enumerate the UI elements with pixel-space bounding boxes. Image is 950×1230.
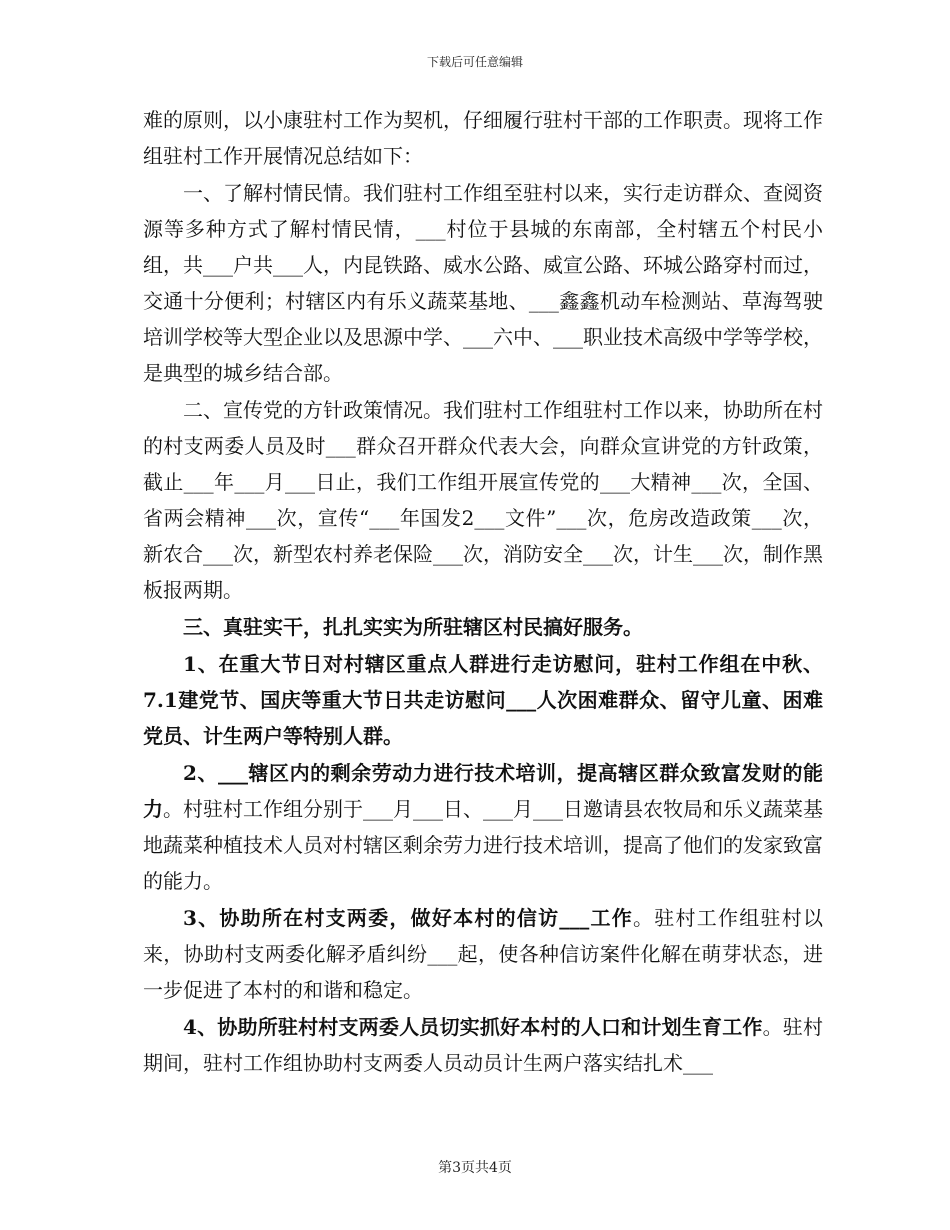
page-header: 下载后可任意编辑: [426, 55, 523, 69]
document-body: [143, 102, 823, 1082]
paragraph-item-3: [143, 900, 823, 1008]
item-2-heading: 2、___辖区内的剩余劳动力进行技术培训，提高辖区群众致富发财的能力: [143, 761, 823, 821]
item-2-body: 。村驻村工作组分别于___月___日、___月___日邀请县农牧局和乐义蔬菜基地蔬菜种植技术人员对村辖区剩余劳力进行技术培训，提高了他们的发家致富的能力。: [143, 797, 823, 893]
paragraph-section-1: 一、了解村情民情。我们驻村工作组至驻村以来，实行走访群众、查阅资源等多种方式了解村情民情，___村位于县城的东南部，全村辖五个村民小组，共___户共___人，内昆铁路、威水公路、威宣公路、环城公路穿村而过，交通十分便利；村辖区内有乐义蔬菜基地、___鑫鑫机动车检测站、草海驾驶培训学校等大型企业以及思源中学、___六中、___职业技术高级中学等学校，是典型的城乡结合部。: [143, 181, 823, 385]
item-4-body: 。驻村期间，驻村工作组协助村支两委人员动员计生两户落实结扎术___: [143, 1015, 824, 1075]
page-footer: 第3页共4页: [438, 1160, 512, 1176]
paragraph-item-2: [143, 755, 823, 899]
paragraph-item-4: [143, 1009, 823, 1081]
paragraph-intro: 难的原则，以小康驻村工作为契机，仔细履行驻村干部的工作职责。现将工作组驻村工作开展情况总结如下：: [143, 108, 823, 168]
section-heading-3: 三、真驻实干，扎扎实实为所驻辖区村民搞好服务。: [183, 615, 643, 639]
item-3-heading: 3、协助所在村支两委，做好本村的信访___工作: [183, 906, 634, 930]
paragraph-section-2: 二、宣传党的方针政策情况。我们驻村工作组驻村工作以来，协助所在村的村支两委人员及时___群众召开群众代表大会，向群众宣讲党的方针政策，截止___年___月___日止，我们工作组开展宣传党的___大精神___次，全国、省两会精神___次，宣传“___年国发2___文件”___次，危房改造政策___次，新农合___次，新型农村养老保险___次，消防安全___次，计生___次，制作黑板报两期。: [143, 398, 823, 602]
paragraph-item-1: 1、在重大节日对村辖区重点人群进行走访慰问，驻村工作组在中秋、7.1建党节、国庆等重大节日共走访慰问___人次困难群众、留守儿童、困难党员、计生两户等特别人群。: [143, 652, 823, 748]
item-4-heading: 4、协助所驻村村支两委人员切实抓好本村的人口和计划生育工作: [183, 1015, 763, 1039]
item-3-body: 。驻村工作组驻村以来，协助村支两委化解矛盾纠纷___起，使各种信访案件化解在萌芽状态，进一步促进了本村的和谐和稳定。: [143, 906, 823, 1002]
